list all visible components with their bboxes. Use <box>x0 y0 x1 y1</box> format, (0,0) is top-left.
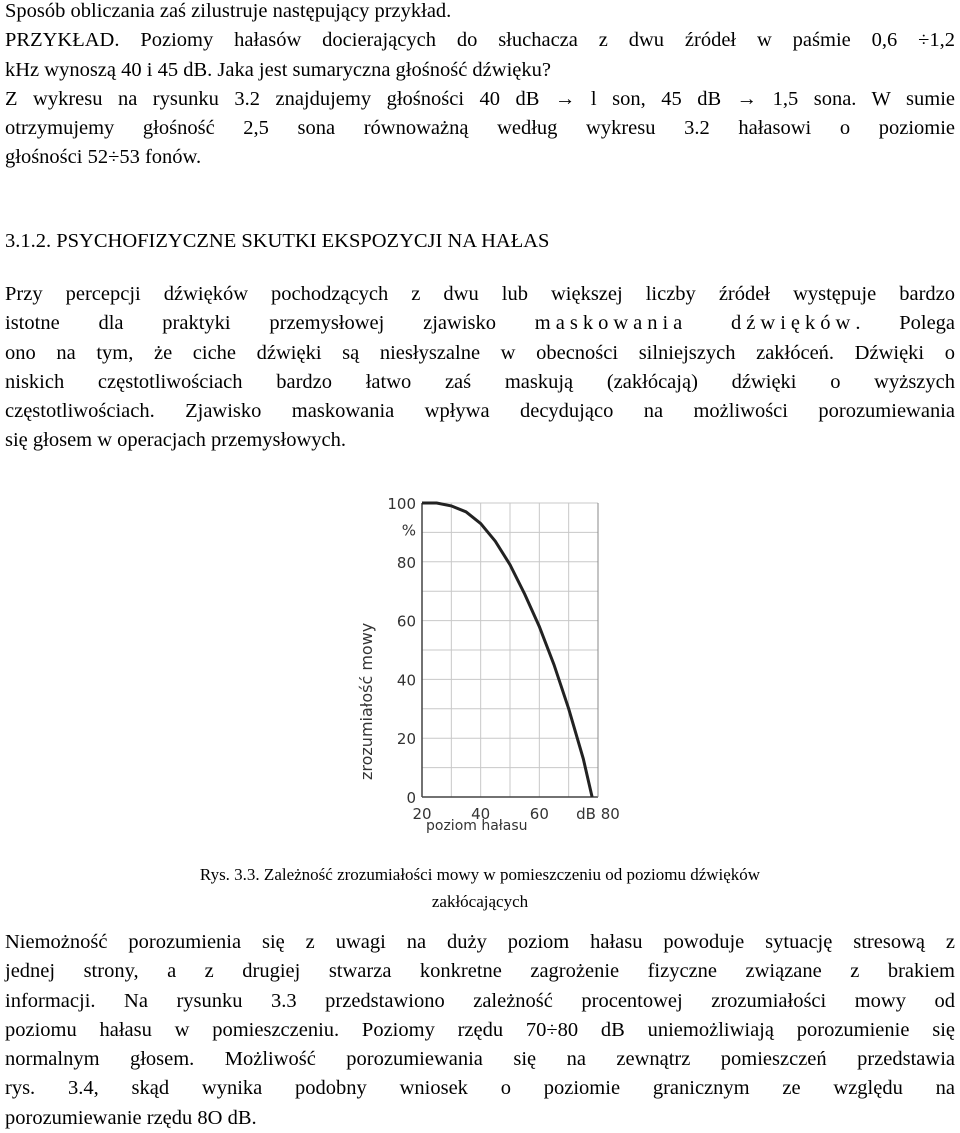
y-tick-label: 0 <box>406 789 416 807</box>
intro-line: Sposób obliczania zaś zilustruje następujący przykład. <box>5 0 452 22</box>
y-tick-label: % <box>401 521 416 540</box>
spaced-term: maskowania dźwięków <box>534 312 856 335</box>
closing-paragraph <box>5 928 955 1133</box>
x-tick-label: 60 <box>529 805 549 823</box>
y-tick-label: 80 <box>396 553 416 572</box>
figure-caption-line1: Rys. 3.3. Zależność zrozumiałości mowy w pomieszczeniu od poziomu dźwięków <box>199 865 761 884</box>
intro-line: otrzymujemy głośność 2,5 sona równoważną według wykresu 3.2 hałasowi o poziomie <box>5 117 955 140</box>
y-axis-label: zrozumiałość mowy <box>357 622 376 780</box>
x-tick-label: 20 <box>412 805 432 823</box>
x-tick-label: dB 80 <box>576 805 620 823</box>
closing-line: informacji. Na rysunku 3.3 przedstawiono zależność procentowej zrozumiałości mowy od <box>5 989 955 1012</box>
figure-caption-line2: zakłócających <box>431 892 529 911</box>
intro-line: głośności 52÷53 fonów. <box>5 146 202 169</box>
x-tick-label: 40 <box>471 805 491 823</box>
x-axis-label: poziom hałasu <box>426 818 528 834</box>
y-tick-label: 60 <box>396 612 416 631</box>
paragraph-text: . Polega <box>855 312 956 335</box>
intro-line: kHz wynoszą 40 i 45 dB. Jaka jest sumaryczna głośność dźwięku? <box>5 58 551 81</box>
y-tick-label: 20 <box>396 730 416 749</box>
closing-line: poziomu hałasu w pomieszczeniu. Poziomy rzędu 70÷80 dB uniemożliwiają porozumienie się <box>5 1018 955 1041</box>
chart-grid <box>422 503 598 797</box>
section-heading: 3.1.2. PSYCHOFIZYCZNE SKUTKI EKSPOZYCJI NA HAŁAS <box>5 230 550 252</box>
paragraph-line: ono na tym, że ciche dźwięki są niesłyszalne w obecności silniejszych zakłóceń. Dźwięki o <box>5 341 955 364</box>
section-paragraph <box>5 280 955 456</box>
paragraph-text: istotne dla praktyki przemysłowej zjawisko <box>5 312 497 335</box>
paragraph-line: niskich częstotliwościach bardzo łatwo zaś maskują (zakłócają) dźwięki o wyższych <box>5 370 955 393</box>
paragraph-line-with-term <box>5 309 955 338</box>
paragraph-line: częstotliwościach. Zjawisko maskowania wpływa decydująco na możliwości porozumiewania <box>5 400 955 423</box>
paragraph-line: Przy percepcji dźwięków pochodzących z dwu lub większej liczby źródeł występuje bardzo <box>5 283 955 305</box>
closing-line: jednej strony, a z drugiej stwarza konkretne zagrożenie fizyczne związane z brakiem <box>5 960 955 983</box>
closing-line: normalnym głosem. Możliwość porozumiewania się na zewnątrz pomieszczeń przedstawia <box>5 1048 955 1071</box>
speech-intelligibility-chart <box>350 475 620 845</box>
paragraph-line: się głosem w operacjach przemysłowych. <box>5 429 346 452</box>
closing-line: Niemożność porozumienia się z uwagi na duży poziom hałasu powoduje sytuację stresową z <box>5 931 955 953</box>
y-tick-label: 40 <box>396 671 416 690</box>
intro-paragraph <box>5 0 955 173</box>
y-tick-label: 100 <box>387 495 416 513</box>
intro-line: Z wykresu na rysunku 3.2 znajdujemy głośności 40 dB → l son, 45 dB → 1,5 sona. W sumie <box>5 87 955 110</box>
closing-line: porozumiewanie rzędu 8O dB. <box>5 1106 257 1129</box>
intro-line: PRZYKŁAD. Poziomy hałasów docierających do słuchacza z dwu źródeł w paśmie 0,6 ÷1,2 <box>5 29 955 52</box>
closing-line: rys. 3.4, skąd wynika podobny wniosek o poziomie granicznym ze względu na <box>5 1077 955 1100</box>
